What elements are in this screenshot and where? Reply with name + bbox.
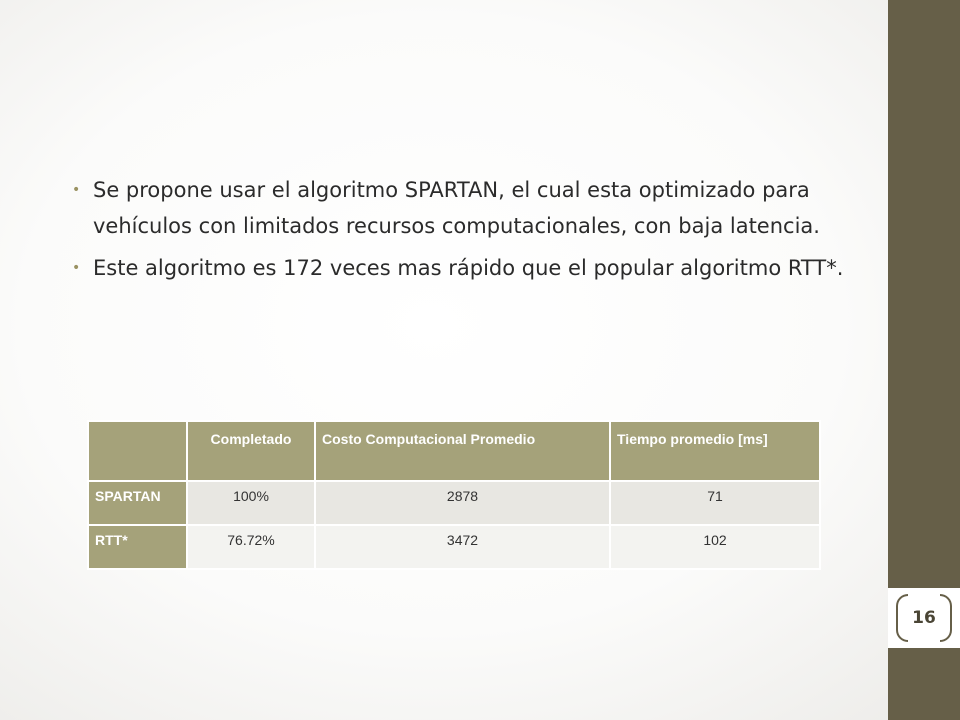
- table-cell: 100%: [187, 481, 315, 525]
- table-row: [88, 481, 820, 525]
- comparison-table: [87, 420, 821, 570]
- table-cell: 2878: [315, 481, 610, 525]
- table-header-tiempo: Tiempo promedio [ms]: [610, 421, 820, 481]
- table-header-costo: Costo Computacional Promedio: [315, 421, 610, 481]
- table-header-row: [88, 421, 820, 481]
- bullet-item: [70, 250, 850, 286]
- table-cell: 102: [610, 525, 820, 569]
- bullet-dot-icon: •: [72, 260, 81, 276]
- table-header-corner: [88, 421, 187, 481]
- row-label: SPARTAN: [88, 481, 187, 525]
- page-number: 16: [912, 608, 936, 628]
- table-row: [88, 525, 820, 569]
- table-header-completado: Completado: [187, 421, 315, 481]
- table-cell: 71: [610, 481, 820, 525]
- page-number-box: [888, 588, 960, 648]
- row-label: RTT*: [88, 525, 187, 569]
- bullet-dot-icon: •: [72, 182, 81, 198]
- table-cell: 3472: [315, 525, 610, 569]
- bullet-text: Se propone usar el algoritmo SPARTAN, el cual esta optimizado para vehículos con limitados recursos computacionales, con baja latencia.: [93, 178, 820, 238]
- bullet-list: [70, 172, 850, 292]
- bullet-text: Este algoritmo es 172 veces mas rápido que el popular algoritmo RTT*.: [93, 256, 844, 280]
- bullet-item: [70, 172, 850, 244]
- table-cell: 76.72%: [187, 525, 315, 569]
